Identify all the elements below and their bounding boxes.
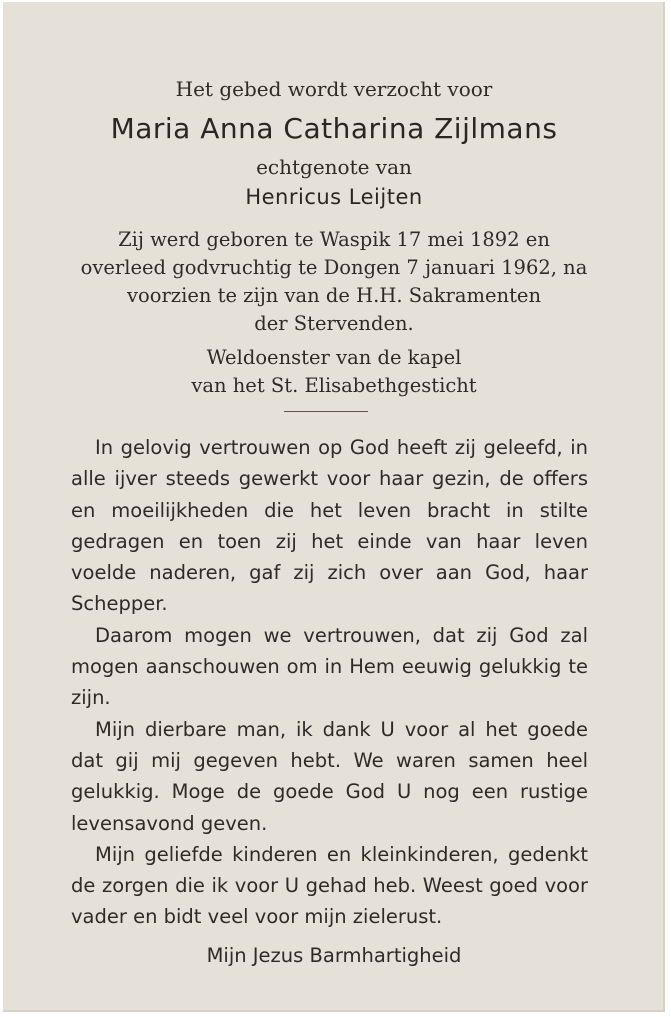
section-divider [284,411,368,412]
birth-death-line: Zij werd geboren te Waspik 17 mei 1892 en [118,228,550,251]
memorial-paragraph: Mijn geliefde kinderen en kleinkinderen, gedenkt de zorgen die ik voor U gehad heb. Weest goed voor vader en bidt veel voor mijn zielerust. [71,842,588,929]
memorial-card [3,2,665,1012]
memorial-paragraph: Daarom mogen we vertrouwen, dat zij God zal mogen aanschouwen om in Hem eeuwig gelukkig te zijn. [71,623,588,710]
memorial-paragraph: Mijn dierbare man, ik dank U voor al het goede dat gij mij gegeven hebt. We waren samen heel gelukkig. Moge de goede God U nog een rustige levensavond geven. [71,717,588,835]
prayer-request-line: Het gebed wordt verzocht voor [175,77,493,101]
deceased-name: Maria Anna Catharina Zijlmans [110,112,558,145]
memorial-text [71,432,588,933]
memorial-paragraph: In gelovig vertrouwen op God heeft zij geleefd, in alle ijver steeds gewerkt voor haar gezin, de offers en moeilijkheden die het leven bracht in stilte gedragen en toen zij het einde van haar leven voelde naderen, gaf zij zich over aan God, haar Schepper. [71,436,588,616]
birth-death-line: overleed godvruchtig te Dongen 7 januari 1962, na [80,256,588,279]
benefactor-line: Weldoenster van de kapel [206,346,462,369]
benefactor-line: van het St. Elisabethgesticht [191,374,477,397]
birth-death-line: voorzien te zijn van de H.H. Sakramenten [126,284,541,307]
spouse-relation: echtgenote van [256,155,412,179]
birth-death-line: der Stervenden. [254,312,414,335]
spouse-name: Henricus Leijten [245,185,423,209]
closing-prayer: Mijn Jezus Barmhartigheid [206,944,462,967]
